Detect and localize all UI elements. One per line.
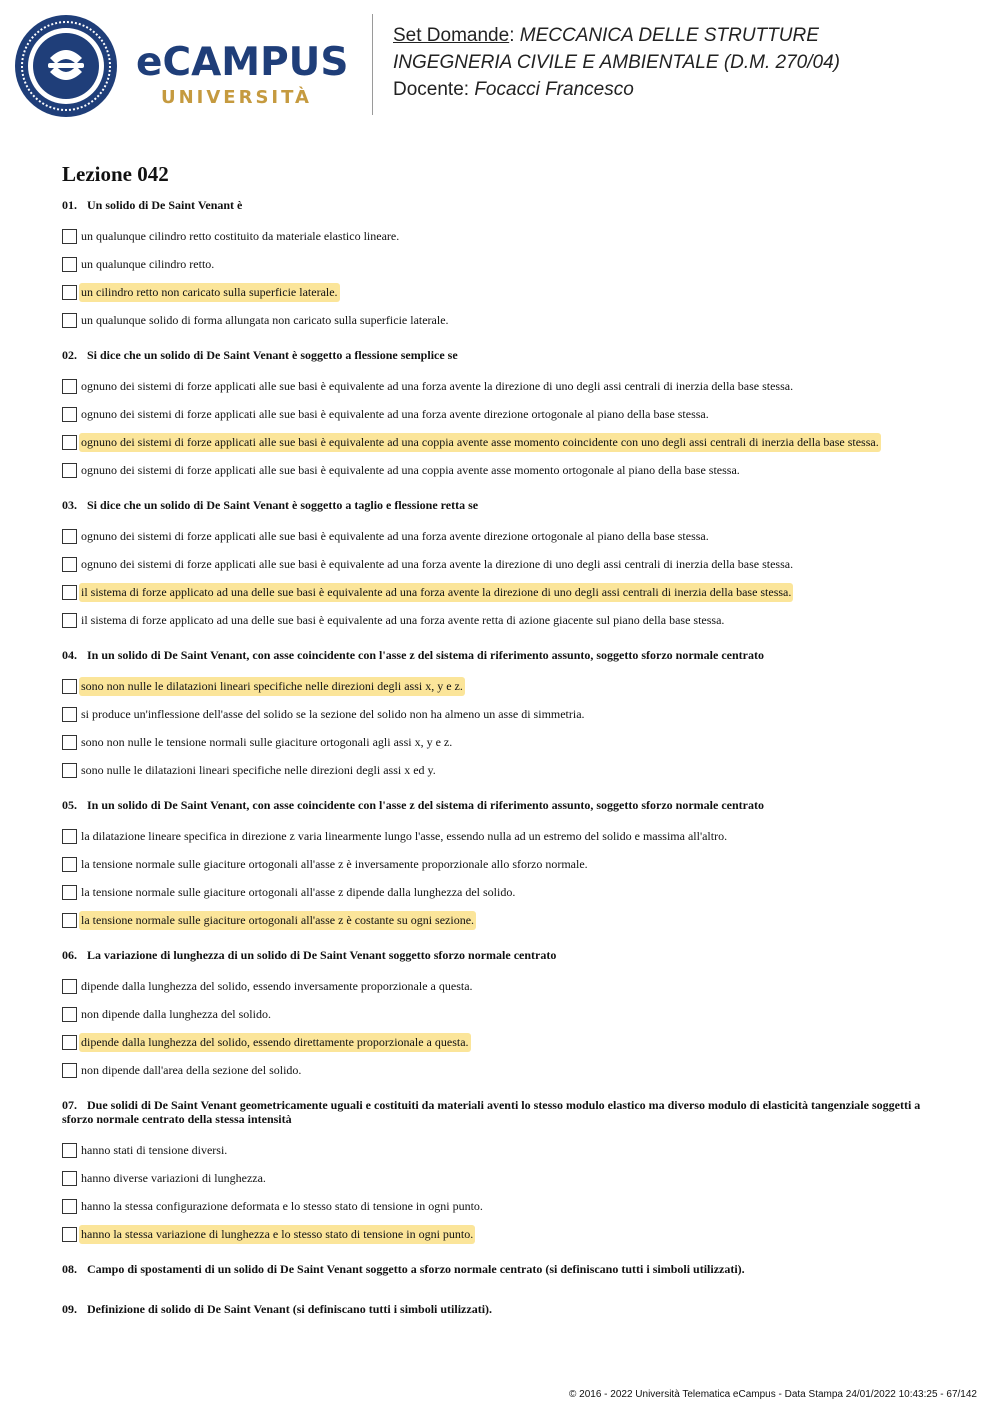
header-divider [372,14,373,115]
teacher-name: Focacci Francesco [474,79,634,100]
answer-text-highlighted: ognuno dei sistemi di forze applicati alle sue basi è equivalente ad una coppia avente asse momento coincidente con uno degli assi centrali di inerzia della base stessa. [79,433,881,452]
question-title [62,648,942,662]
answer-option[interactable] [62,428,942,456]
question-block [62,1302,942,1316]
answer-option[interactable] [62,672,942,700]
answer-option[interactable] [62,550,942,578]
answer-checkbox[interactable] [62,1035,77,1050]
answer-checkbox[interactable] [62,979,77,994]
answer-text-highlighted: dipende dalla lunghezza del solido, essendo direttamente proporzionale a questa. [79,1033,471,1052]
answer-option[interactable] [62,522,942,550]
answer-checkbox[interactable] [62,1007,77,1022]
answer-text: dipende dalla lunghezza del solido, essendo inversamente proporzionale a questa. [81,978,473,993]
answer-option[interactable] [62,578,942,606]
question-block [62,948,942,1084]
answer-text: non dipende dalla lunghezza del solido. [81,1006,271,1021]
question-text: Definizione di solido di De Saint Venant (si definiscano tutti i simboli utilizzati). [87,1302,493,1316]
brand-logo [136,40,361,120]
question-text: Si dice che un solido di De Saint Venant è soggetto a taglio e flessione retta se [87,498,479,512]
answer-text: non dipende dall'area della sezione del solido. [81,1062,302,1077]
answer-text: la dilatazione lineare specifica in direzione z varia linearmente lungo l'asse, essendo nulla ad un estremo del solido e massima all'altro. [81,828,728,843]
answer-option[interactable] [62,250,942,278]
question-title [62,798,942,812]
answer-checkbox[interactable] [62,763,77,778]
set-label: Set Domande [393,25,510,46]
question-block [62,1262,942,1276]
answer-checkbox[interactable] [62,1171,77,1186]
answer-text: un qualunque cilindro retto. [81,256,215,271]
question-block [62,498,942,634]
answer-text: hanno diverse variazioni di lunghezza. [81,1170,266,1185]
answer-checkbox[interactable] [62,435,77,450]
answer-text: ognuno dei sistemi di forze applicati alle sue basi è equivalente ad una forza avente direzione ortogonale al piano della base stessa. [81,406,709,421]
answer-checkbox[interactable] [62,1063,77,1078]
brand-subtitle: UNIVERSITÀ [161,87,312,108]
question-content [62,160,942,1342]
question-block [62,798,942,934]
answer-checkbox[interactable] [62,379,77,394]
answer-text: si produce un'inflessione dell'asse del solido se la sezione del solido non ha almeno un asse di simmetria. [81,706,585,721]
question-title [62,1302,942,1316]
university-seal-logo [14,14,118,118]
question-text: Si dice che un solido di De Saint Venant è soggetto a flessione semplice se [87,348,458,362]
teacher-line [393,76,840,103]
question-list [62,198,942,1316]
answer-checkbox[interactable] [62,829,77,844]
question-number: 05. [62,798,77,812]
answer-text: ognuno dei sistemi di forze applicati alle sue basi è equivalente ad una forza avente la direzione di uno degli assi centrali di inerzia della base stessa. [81,556,794,571]
answer-text: ognuno dei sistemi di forze applicati alle sue basi è equivalente ad una forza avente direzione ortogonale al piano della base stessa. [81,528,709,543]
answer-text: hanno stati di tensione diversi. [81,1142,228,1157]
page-header [0,0,1000,130]
question-number: 07. [62,1098,77,1112]
question-text: In un solido di De Saint Venant, con asse coincidente con l'asse z del sistema di riferimento assunto, soggetto sforzo normale centrato [87,798,764,812]
answer-text: la tensione normale sulle giaciture ortogonali all'asse z è inversamente proporzionale allo sforzo normale. [81,856,588,871]
answer-checkbox[interactable] [62,407,77,422]
answer-option[interactable] [62,606,942,634]
course-line [393,49,840,76]
answer-checkbox[interactable] [62,679,77,694]
answer-checkbox[interactable] [62,735,77,750]
question-number: 06. [62,948,77,962]
answer-checkbox[interactable] [62,463,77,478]
answer-option[interactable] [62,850,942,878]
answer-checkbox[interactable] [62,285,77,300]
answer-text: hanno la stessa configurazione deformata e lo stesso stato di tensione in ogni punto. [81,1198,483,1213]
question-title [62,1098,942,1126]
answer-option[interactable] [62,906,942,934]
answer-checkbox[interactable] [62,585,77,600]
answer-option[interactable] [62,278,942,306]
answer-option[interactable] [62,222,942,250]
set-title-line: Set Domande: MECCANICA DELLE STRUTTURE [393,25,819,46]
answer-checkbox[interactable] [62,313,77,328]
header-info [393,22,840,103]
answer-checkbox[interactable] [62,557,77,572]
answer-option[interactable] [62,1028,942,1056]
set-title: MECCANICA DELLE STRUTTURE [519,25,819,46]
question-text: La variazione di lunghezza di un solido di De Saint Venant soggetto sforzo normale centrato [87,948,557,962]
answer-checkbox[interactable] [62,857,77,872]
answer-option[interactable] [62,700,942,728]
answer-option[interactable] [62,456,942,484]
question-block [62,348,942,484]
question-title [62,948,942,962]
course-name: INGEGNERIA CIVILE E AMBIENTALE (D.M. 270/04) [393,52,840,73]
answer-checkbox[interactable] [62,707,77,722]
answer-option[interactable] [62,306,942,334]
answer-checkbox[interactable] [62,1143,77,1158]
answer-text-highlighted: la tensione normale sulle giaciture ortogonali all'asse z è costante su ogni sezione. [79,911,476,930]
answer-text: la tensione normale sulle giaciture ortogonali all'asse z dipende dalla lunghezza del solido. [81,884,516,899]
teacher-label: Docente: [393,79,470,100]
question-text: Due solidi di De Saint Venant geometricamente uguali e costituiti da materiali aventi lo stesso modulo elastico ma diverso modulo di elasticità tangenziale soggetti a sforzo normale centrato della stessa intensità [62,1098,921,1126]
answer-checkbox[interactable] [62,613,77,628]
question-number: 03. [62,498,77,512]
answer-text-highlighted: un cilindro retto non caricato sulla superficie laterale. [79,283,340,302]
answer-checkbox[interactable] [62,885,77,900]
answer-option[interactable] [62,822,942,850]
lesson-title: Lezione 042 [62,162,169,186]
answer-checkbox[interactable] [62,913,77,928]
answer-checkbox[interactable] [62,1199,77,1214]
answer-option[interactable] [62,372,942,400]
question-number: 04. [62,648,77,662]
answer-option[interactable] [62,1220,942,1248]
answer-text: il sistema di forze applicato ad una delle sue basi è equivalente ad una forza avente retta di azione giacente sul piano della base stessa. [81,612,725,627]
answer-option[interactable] [62,972,942,1000]
answer-option[interactable] [62,756,942,784]
question-text: Campo di spostamenti di un solido di De Saint Venant soggetto a sforzo normale centrato (si definiscano tutti i simboli utilizzati). [87,1262,745,1276]
answer-checkbox[interactable] [62,229,77,244]
answer-text-highlighted: il sistema di forze applicato ad una delle sue basi è equivalente ad una forza avente la direzione di uno degli assi centrali di inerzia della base stessa. [79,583,793,602]
answer-text: sono non nulle le tensione normali sulle giaciture ortogonali agli assi x, y e z. [81,734,453,749]
answer-text-highlighted: hanno la stessa variazione di lunghezza e lo stesso stato di tensione in ogni punto. [79,1225,475,1244]
question-title [62,498,942,512]
answer-option[interactable] [62,1056,942,1084]
answer-text-highlighted: sono non nulle le dilatazioni lineari specifiche nelle direzioni degli assi x, y e z. [79,677,465,696]
question-block [62,648,942,784]
question-number: 02. [62,348,77,362]
answer-option[interactable] [62,1000,942,1028]
page-footer: © 2016 - 2022 Università Telematica eCampus - Data Stampa 24/01/2022 10:43:25 - 67/142 [569,1389,977,1400]
question-text: Un solido di De Saint Venant è [87,198,243,212]
answer-option[interactable] [62,400,942,428]
answer-text: un qualunque cilindro retto costituito da materiale elastico lineare. [81,228,400,243]
answer-option[interactable] [62,1164,942,1192]
answer-option[interactable] [62,878,942,906]
question-title [62,1262,942,1276]
question-title [62,198,942,212]
question-number: 01. [62,198,77,212]
answer-text: ognuno dei sistemi di forze applicati alle sue basi è equivalente ad una forza avente la direzione di uno degli assi centrali di inerzia della base stessa. [81,378,794,393]
question-title [62,348,942,362]
answer-checkbox[interactable] [62,257,77,272]
question-text: In un solido di De Saint Venant, con asse coincidente con l'asse z del sistema di riferimento assunto, soggetto sforzo normale centrato [87,648,764,662]
question-number: 09. [62,1302,77,1316]
answer-text: ognuno dei sistemi di forze applicati alle sue basi è equivalente ad una coppia avente asse momento ortogonale al piano della base stessa. [81,462,740,477]
question-number: 08. [62,1262,77,1276]
brand-name: eCAMPUS [136,40,349,85]
answer-checkbox[interactable] [62,1227,77,1242]
answer-option[interactable] [62,1192,942,1220]
answer-text: un qualunque solido di forma allungata non caricato sulla superficie laterale. [81,312,449,327]
question-block [62,1098,942,1248]
question-block [62,198,942,334]
answer-text: sono nulle le dilatazioni lineari specifiche nelle direzioni degli assi x ed y. [81,762,436,777]
answer-option[interactable] [62,728,942,756]
answer-checkbox[interactable] [62,529,77,544]
answer-option[interactable] [62,1136,942,1164]
